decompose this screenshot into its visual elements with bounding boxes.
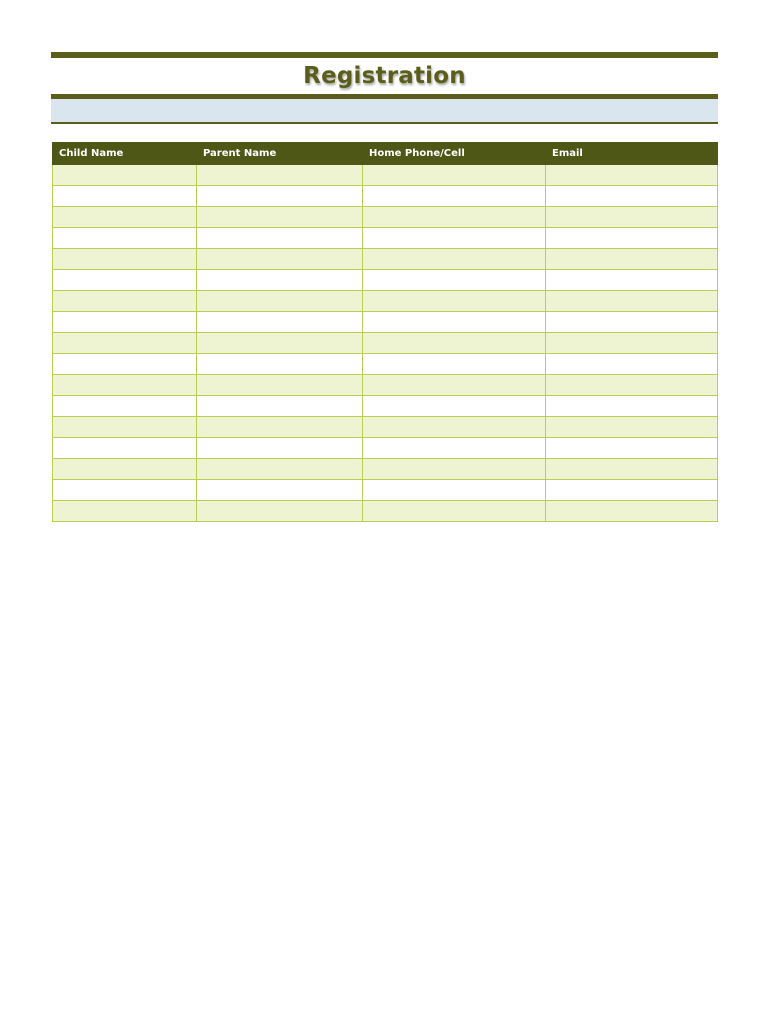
cell-email[interactable] xyxy=(546,396,718,417)
table-row xyxy=(53,186,718,207)
cell-email[interactable] xyxy=(546,207,718,228)
table-row xyxy=(53,438,718,459)
page-title: Registration xyxy=(303,63,466,89)
cell-child-name[interactable] xyxy=(53,459,197,480)
table-row xyxy=(53,396,718,417)
cell-phone[interactable] xyxy=(363,228,546,249)
cell-child-name[interactable] xyxy=(53,207,197,228)
cell-phone[interactable] xyxy=(363,165,546,186)
table-row xyxy=(53,501,718,522)
cell-parent-name[interactable] xyxy=(197,396,363,417)
column-header-email: Email xyxy=(546,143,718,165)
cell-parent-name[interactable] xyxy=(197,291,363,312)
cell-child-name[interactable] xyxy=(53,312,197,333)
cell-email[interactable] xyxy=(546,186,718,207)
cell-parent-name[interactable] xyxy=(197,249,363,270)
cell-parent-name[interactable] xyxy=(197,438,363,459)
cell-parent-name[interactable] xyxy=(197,207,363,228)
cell-parent-name[interactable] xyxy=(197,312,363,333)
column-header-phone: Home Phone/Cell xyxy=(363,143,546,165)
cell-parent-name[interactable] xyxy=(197,501,363,522)
subtitle-bar xyxy=(51,99,718,122)
column-header-child-name: Child Name xyxy=(53,143,197,165)
cell-email[interactable] xyxy=(546,333,718,354)
cell-phone[interactable] xyxy=(363,291,546,312)
cell-phone[interactable] xyxy=(363,480,546,501)
cell-email[interactable] xyxy=(546,480,718,501)
cell-email[interactable] xyxy=(546,459,718,480)
table-row xyxy=(53,291,718,312)
cell-parent-name[interactable] xyxy=(197,186,363,207)
table-body xyxy=(53,165,718,522)
cell-phone[interactable] xyxy=(363,354,546,375)
cell-parent-name[interactable] xyxy=(197,375,363,396)
cell-child-name[interactable] xyxy=(53,249,197,270)
column-header-parent-name: Parent Name xyxy=(197,143,363,165)
cell-child-name[interactable] xyxy=(53,186,197,207)
table-row xyxy=(53,249,718,270)
cell-parent-name[interactable] xyxy=(197,228,363,249)
table-row xyxy=(53,354,718,375)
cell-child-name[interactable] xyxy=(53,270,197,291)
cell-phone[interactable] xyxy=(363,459,546,480)
cell-phone[interactable] xyxy=(363,375,546,396)
cell-child-name[interactable] xyxy=(53,291,197,312)
cell-child-name[interactable] xyxy=(53,165,197,186)
table-row xyxy=(53,459,718,480)
cell-email[interactable] xyxy=(546,354,718,375)
table-row xyxy=(53,333,718,354)
table-header-row xyxy=(53,143,718,165)
cell-email[interactable] xyxy=(546,228,718,249)
cell-phone[interactable] xyxy=(363,186,546,207)
cell-parent-name[interactable] xyxy=(197,354,363,375)
cell-phone[interactable] xyxy=(363,312,546,333)
table-row xyxy=(53,165,718,186)
cell-phone[interactable] xyxy=(363,438,546,459)
cell-email[interactable] xyxy=(546,312,718,333)
cell-phone[interactable] xyxy=(363,501,546,522)
cell-child-name[interactable] xyxy=(53,228,197,249)
table-row xyxy=(53,228,718,249)
table-row xyxy=(53,417,718,438)
subtitle-rule xyxy=(51,122,718,124)
cell-email[interactable] xyxy=(546,291,718,312)
cell-email[interactable] xyxy=(546,249,718,270)
cell-email[interactable] xyxy=(546,270,718,291)
table-row xyxy=(53,312,718,333)
top-rule xyxy=(51,52,718,58)
cell-phone[interactable] xyxy=(363,249,546,270)
cell-child-name[interactable] xyxy=(53,501,197,522)
cell-parent-name[interactable] xyxy=(197,480,363,501)
table-row xyxy=(53,480,718,501)
cell-email[interactable] xyxy=(546,375,718,396)
cell-child-name[interactable] xyxy=(53,375,197,396)
cell-email[interactable] xyxy=(546,501,718,522)
cell-phone[interactable] xyxy=(363,270,546,291)
cell-phone[interactable] xyxy=(363,417,546,438)
cell-phone[interactable] xyxy=(363,207,546,228)
cell-child-name[interactable] xyxy=(53,438,197,459)
cell-email[interactable] xyxy=(546,165,718,186)
cell-phone[interactable] xyxy=(363,396,546,417)
cell-email[interactable] xyxy=(546,417,718,438)
cell-child-name[interactable] xyxy=(53,480,197,501)
cell-child-name[interactable] xyxy=(53,417,197,438)
cell-phone[interactable] xyxy=(363,333,546,354)
cell-parent-name[interactable] xyxy=(197,417,363,438)
cell-parent-name[interactable] xyxy=(197,459,363,480)
cell-child-name[interactable] xyxy=(53,396,197,417)
table-row xyxy=(53,270,718,291)
cell-parent-name[interactable] xyxy=(197,165,363,186)
table-row xyxy=(53,207,718,228)
cell-child-name[interactable] xyxy=(53,354,197,375)
cell-child-name[interactable] xyxy=(53,333,197,354)
cell-parent-name[interactable] xyxy=(197,270,363,291)
table-row xyxy=(53,375,718,396)
cell-parent-name[interactable] xyxy=(197,333,363,354)
registration-table xyxy=(52,142,718,522)
cell-email[interactable] xyxy=(546,438,718,459)
